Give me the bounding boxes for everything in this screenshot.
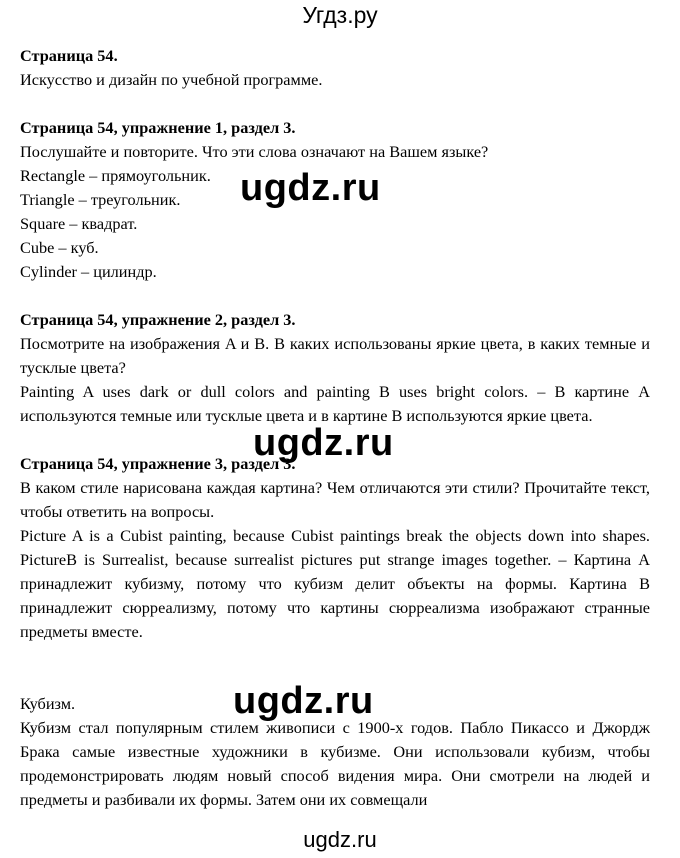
exercise-3-heading: Страница 54, упражнение 3, раздел 3. [20, 454, 296, 473]
exercise-2-answer: Painting A uses dark or dull colors and painting B uses bright colors. – В картине A используются темные или тусклые цвета и в картине B используются яркие цвета. [20, 382, 650, 425]
spacer [20, 284, 650, 308]
watermark: ugdz.ru [253, 422, 394, 464]
spacer [20, 644, 650, 668]
spacer [20, 92, 650, 116]
vocab-item: Square – квадрат. [20, 214, 138, 233]
exercise-3-task: В каком стиле нарисована каждая картина? Чем отличаются эти стили? Прочитайте текст, чтобы ответить на вопросы. [20, 478, 650, 521]
watermark: ugdz.ru [233, 680, 374, 722]
vocab-item: Cube – куб. [20, 238, 99, 257]
exercise-2-task: Посмотрите на изображения A и B. В каких использованы яркие цвета, в каких темные и тусклые цвета? [20, 334, 650, 377]
vocab-item: Cylinder – цилиндр. [20, 262, 157, 281]
exercise-1-task: Послушайте и повторите. Что эти слова означают на Вашем языке? [20, 142, 489, 161]
watermark: ugdz.ru [240, 167, 381, 209]
exercise-2-heading: Страница 54, упражнение 2, раздел 3. [20, 310, 296, 329]
site-footer[interactable]: ugdz.ru [303, 827, 377, 852]
site-header[interactable]: Угдз.ру [302, 2, 378, 28]
page-title: Страница 54. [20, 46, 118, 65]
section-text: Кубизм стал популярным стилем живописи с 1900-х годов. Пабло Пикассо и Джордж Брака самые известные художники в кубизме. Они использовали кубизм, чтобы продемонстрировать людям новый способ видения мира. Они смотрели на людей и предметы и разбивали их формы. Затем они их совмещали [20, 718, 650, 809]
vocab-item: Rectangle – прямоугольник. [20, 166, 211, 185]
exercise-1-heading: Страница 54, упражнение 1, раздел 3. [20, 118, 296, 137]
section-title: Кубизм. [20, 694, 76, 713]
page-intro: Искусство и дизайн по учебной программе. [20, 70, 323, 89]
vocab-item: Triangle – треугольник. [20, 190, 181, 209]
exercise-3-answer: Picture A is a Cubist painting, because Cubist paintings break the objects down into shapes. PictureB is Surrealist, because surrealist pictures put strange images together. – Картина A принадлежит кубизму, потому что кубизм делит объекты на формы. Картина B принадлежит сюрреализму, потому что картины сюрреализма изображают странные предметы вместе. [20, 526, 650, 641]
